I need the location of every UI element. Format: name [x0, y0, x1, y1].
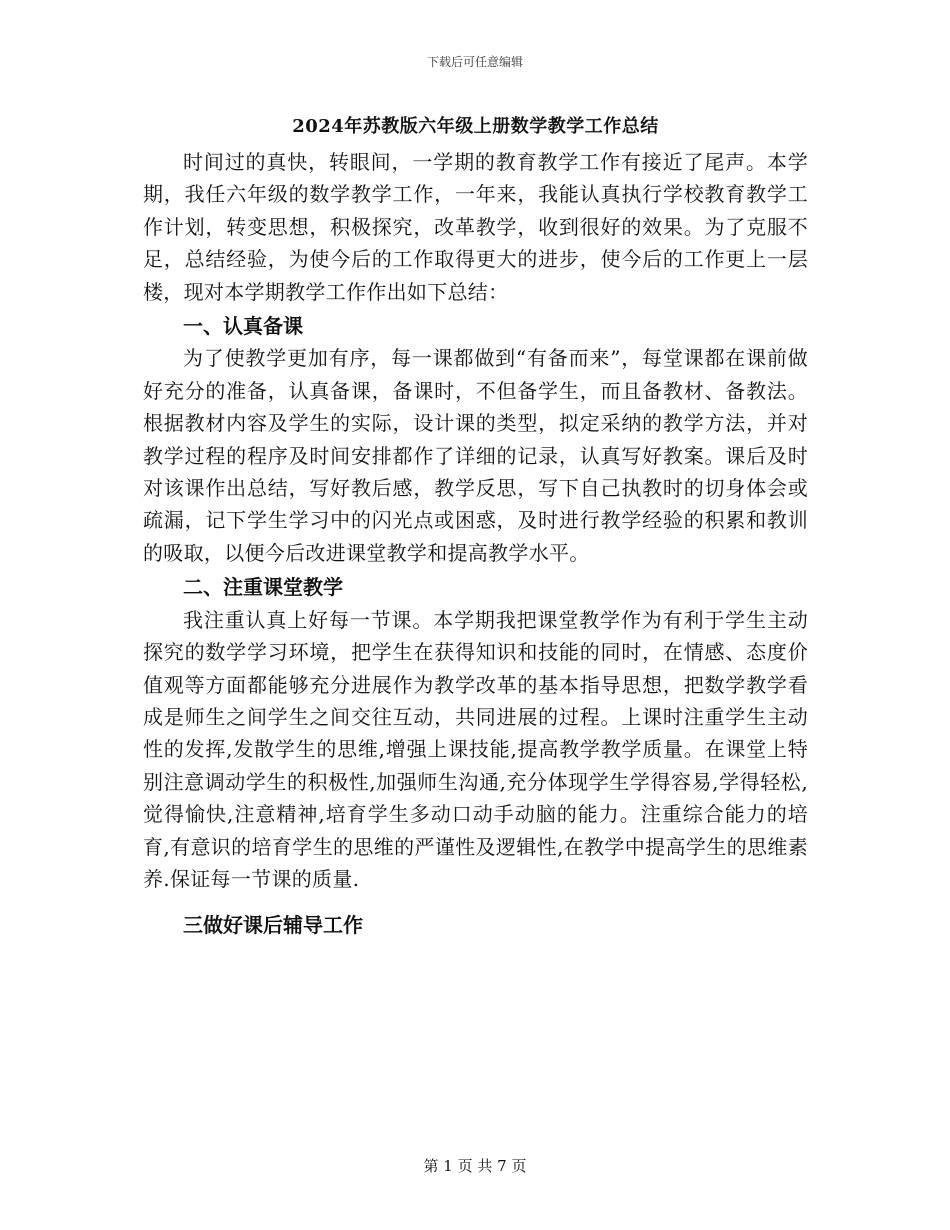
document-body	[143, 112, 808, 942]
section-heading-preparation: 一、认真备课	[183, 314, 303, 339]
running-header: 下载后可任意编辑	[426, 55, 523, 69]
page-number: 第 1 页 共 7 页	[423, 1157, 527, 1175]
section-body-preparation: 为了使教学更加有序，每一课都做到“有备而来”，每堂课都在课前做好充分的准备，认真备课，备课时，不但备学生，而且备教材、备教法。根据教材内容及学生的实际，设计课的类型，拟定采纳的教学方法，并对教学过程的程序及时间安排都作了详细的记录，认真写好教案。课后及时对该课作出总结，写好教后感，教学反思，写下自己执教时的切身体会或疏漏，记下学生学习中的闪光点或困惑，及时进行教学经验的积累和教训的吸取，以便今后改进课堂教学和提高教学水平。	[143, 346, 808, 565]
section-body-classroom: 我注重认真上好每一节课。本学期我把课堂教学作为有利于学生主动探究的数学学习环境，把学生在获得知识和技能的同时，在情感、态度价值观等方面都能够充分进展作为教学改革的基本指导思想，把数学教学看成是师生之间学生之间交往互动，共同进展的过程。上课时注重学生主动性的发挥,发散学生的思维,增强上课技能,提高教学教学质量。在课堂上特别注意调动学生的积极性,加强师生沟通,充分体现学生学得容易,学得轻松,觉得愉快,注意精神,培育学生多动口动手动脑的能力。注重综合能力的培育,有意识的培育学生的思维的严谨性及逻辑性,在教学中提高学生的思维素养.保证每一节课的质量.	[143, 607, 808, 891]
document-title: 2024年苏教版六年级上册数学教学工作总结	[292, 116, 659, 137]
section-heading-tutoring: 三做好课后辅导工作	[183, 913, 363, 938]
section-heading-classroom: 二、注重课堂教学	[183, 575, 343, 600]
intro-paragraph: 时间过的真快，转眼间，一学期的教育教学工作有接近了尾声。本学期，我任六年级的数学教学工作，一年来，我能认真执行学校教育教学工作计划，转变思想，积极探究，改革教学，收到很好的效果。为了克服不足，总结经验，为使今后的工作取得更大的进步，使今后的工作更上一层楼，现对本学期教学工作作出如下总结：	[143, 150, 808, 304]
